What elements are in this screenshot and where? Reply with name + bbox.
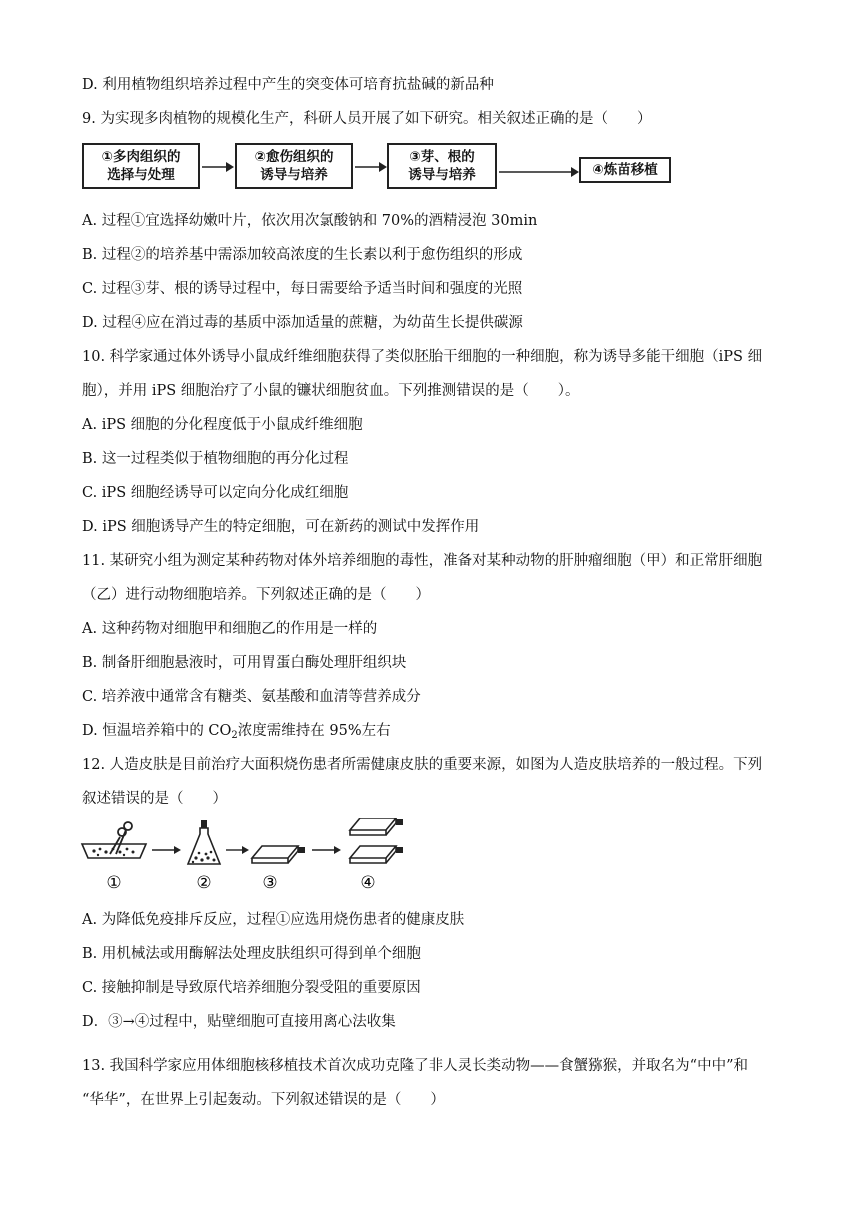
figure-label-3: ③ [262, 873, 278, 893]
skin-culture-figure [80, 818, 420, 896]
arrow-icon [226, 846, 249, 854]
q10-option-d: D. iPS 细胞诱导产生的特定细胞，可在新药的测试中发挥作用 [82, 519, 480, 535]
q12-stem-line1: 12. 人造皮肤是目前治疗大面积烧伤患者所需健康皮肤的重要来源，如图为人造皮肤培养的一般过程。下列 [82, 757, 763, 773]
flow-arrow-icon [355, 161, 387, 173]
q10-option-c: C. iPS 细胞经诱导可以定向分化成红细胞 [82, 485, 349, 501]
q10-option-b: B. 这一过程类似于植物细胞的再分化过程 [82, 451, 349, 467]
q9-flowchart [82, 143, 658, 195]
q10-stem-line1: 10. 科学家通过体外诱导小鼠成纤维细胞获得了类似胚胎干细胞的一种细胞，称为诱导多能干细胞（iPS 细 [82, 349, 763, 365]
q12-option-b: B. 用机械法或用酶解法处理皮肤组织可得到单个细胞 [82, 946, 421, 962]
q13-stem-line1: 13. 我国科学家应用体细胞核移植技术首次成功克隆了非人灵长类动物——食蟹猕猴，并取名为“中中”和 [82, 1058, 748, 1074]
culture-flask-icon [350, 818, 403, 835]
arrow-icon [312, 846, 341, 854]
q9-stem: 9. 为实现多肉植物的规模化生产，科研人员开展了如下研究。相关叙述正确的是（ ） [82, 111, 652, 127]
q12-option-a: A. 为降低免疫排斥反应，过程①应选用烧伤患者的健康皮肤 [82, 912, 465, 928]
culture-flask-icon [350, 846, 403, 863]
flow-step-3: ③芽、根的 诱导与培养 [387, 143, 497, 189]
q11-stem-line2: （乙）进行动物细胞培养。下列叙述正确的是（ ） [82, 587, 430, 603]
q10-option-a: A. iPS 细胞的分化程度低于小鼠成纤维细胞 [82, 417, 363, 433]
flow-arrow-icon [202, 161, 234, 173]
q11-option-a: A. 这种药物对细胞甲和细胞乙的作用是一样的 [82, 621, 378, 637]
flask-icon [188, 820, 220, 864]
q11-stem-line1: 11. 某研究小组为测定某种药物对体外培养细胞的毒性，准备对某种动物的肝肿瘤细胞（甲）和正常肝细胞 [82, 553, 763, 569]
flow-arrow-icon [499, 166, 579, 178]
q9-option-b: B. 过程②的培养基中需添加较高浓度的生长素以利于愈伤组织的形成 [82, 247, 523, 263]
q12-option-d: D．③→④过程中，贴壁细胞可直接用离心法收集 [82, 1014, 396, 1030]
q9-option-d: D. 过程④应在消过毒的基质中添加适量的蔗糖，为幼苗生长提供碳源 [82, 315, 523, 331]
flow-step-1: ①多肉组织的 选择与处理 [82, 143, 200, 189]
scissors-icon [110, 822, 132, 854]
q12-stem-line2: 叙述错误的是（ ） [82, 791, 227, 807]
q9-option-a: A. 过程①宜选择幼嫩叶片，依次用次氯酸钠和 70%的酒精浸泡 30min [82, 213, 538, 229]
arrow-icon [152, 846, 181, 854]
q8-option-d: D. 利用植物组织培养过程中产生的突变体可培育抗盐碱的新品种 [82, 77, 494, 93]
q11-option-c: C. 培养液中通常含有糖类、氨基酸和血清等营养成分 [82, 689, 421, 705]
q12-option-c: C. 接触抑制是导致原代培养细胞分裂受阻的重要原因 [82, 980, 421, 996]
figure-label-1: ① [106, 873, 122, 893]
figure-label-4: ④ [360, 873, 376, 893]
q11-option-d: D. 恒温培养箱中的 $CO_2$浓度需维持在 95%左右 [82, 723, 391, 741]
figure-label-2: ② [196, 873, 212, 893]
flow-step-2: ②愈伤组织的 诱导与培养 [235, 143, 353, 189]
q11-option-b: B. 制备肝细胞悬液时，可用胃蛋白酶处理肝组织块 [82, 655, 407, 671]
q9-option-c: C. 过程③芽、根的诱导过程中，每日需要给予适当时间和强度的光照 [82, 281, 523, 297]
flow-step-4: ④炼苗移植 [579, 157, 671, 183]
culture-flask-icon [252, 846, 305, 863]
q13-stem-line2: “华华”，在世界上引起轰动。下列叙述错误的是（ ） [82, 1092, 445, 1108]
q10-stem-line2: 胞），并用 iPS 细胞治疗了小鼠的镰状细胞贫血。下列推测错误的是（ ）。 [82, 383, 580, 399]
